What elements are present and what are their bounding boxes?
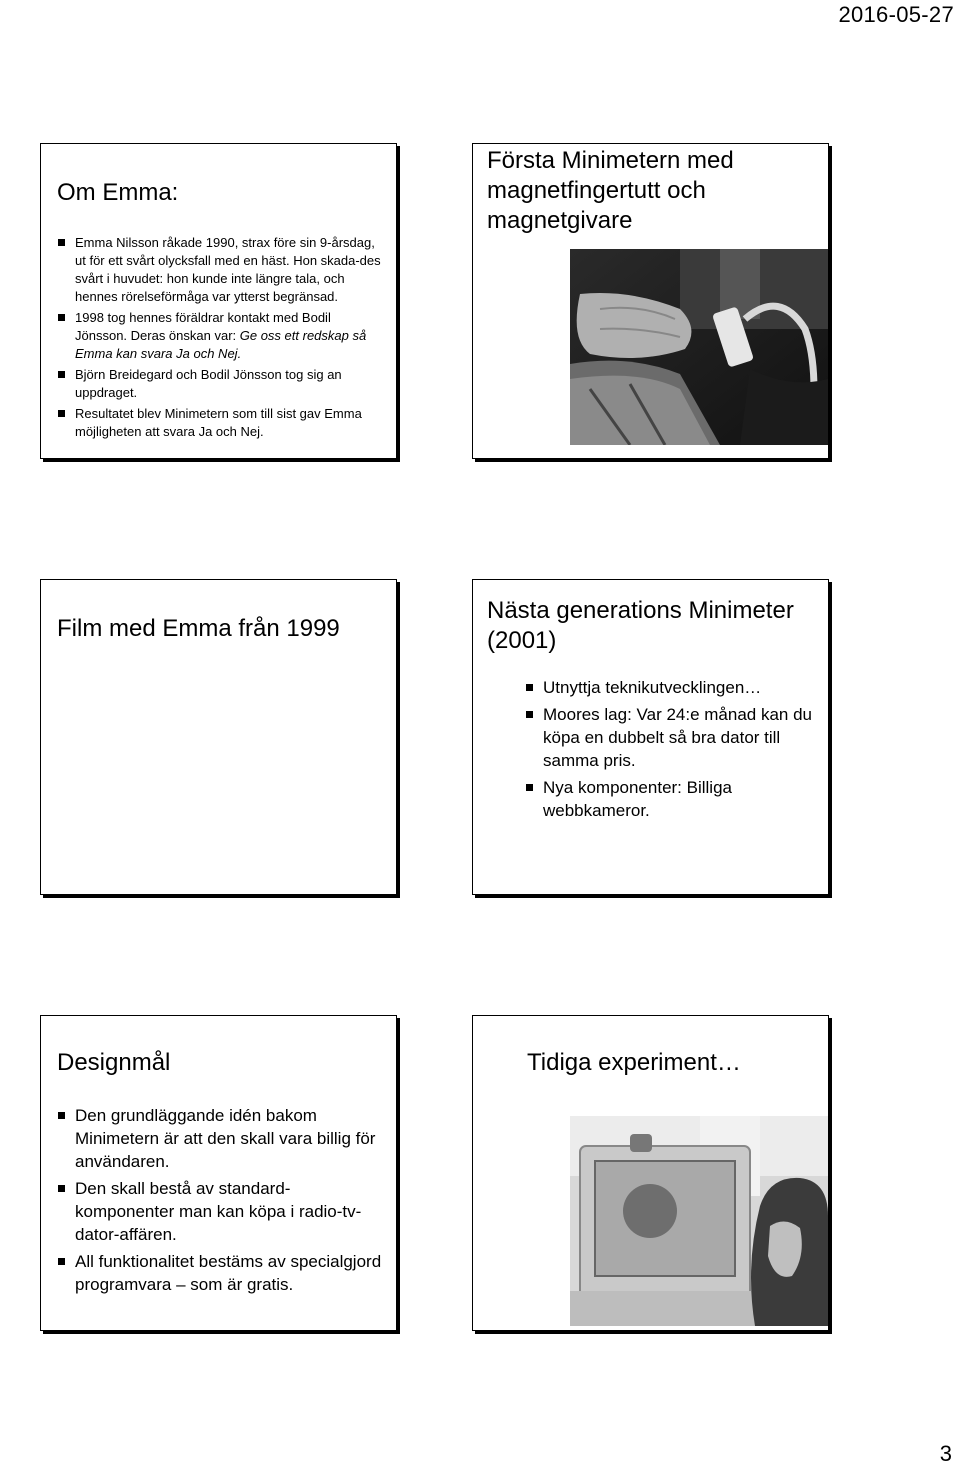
- slide-title: Tidiga experiment…: [527, 1049, 741, 1076]
- bullet-text: 1998 tog hennes föräldrar kontakt med Bodil Jönsson. Deras önskan var:: [75, 310, 331, 343]
- bullet-item: Resultatet blev Minimetern som till sist gav Emma möjligheten att svara Ja och Nej.: [57, 405, 382, 441]
- photo-person-at-crt-monitor: [570, 1116, 828, 1326]
- bullet-item: Den skall bestå av standard-komponenter man kan köpa i radio-tv-dator-affären.: [57, 1177, 382, 1246]
- slide-forsta-minimetern: [472, 143, 829, 459]
- bullet-item: [57, 309, 382, 363]
- bullet-item: All funktionalitet bestäms av specialgjord programvara – som är gratis.: [57, 1250, 382, 1296]
- page-number: 3: [939, 1441, 952, 1466]
- slide-title: Designmål: [57, 1049, 171, 1076]
- bullet-item: Moores lag: Var 24:e månad kan du köpa en dubbelt så bra dator till samma pris.: [525, 703, 814, 772]
- slide-nasta-generations: [472, 579, 829, 895]
- slide-film-med-emma: [40, 579, 397, 895]
- slide-title: Film med Emma från 1999: [57, 615, 340, 642]
- bullet-quote: Ge oss ett redskap så Emma kan svara Ja och Nej.: [75, 328, 367, 361]
- bullet-item: Nya komponenter: Billiga webbkameror.: [525, 776, 814, 822]
- bullet-item: Emma Nilsson råkade 1990, strax före sin 9-årsdag, ut för ett svårt olycksfall med en häst. Hon skada-des svårt i huvudet: hon kunde inte längre tala, och hennes rörelseförmåga var ytterst begränsad.: [57, 234, 382, 306]
- bullet-item: Den grundläggande idén bakom Minimetern är att den skall vara billig för användaren.: [57, 1104, 382, 1173]
- print-date: 2016-05-27: [838, 2, 954, 27]
- photo-hand-with-magnet-sensor: [570, 249, 828, 445]
- slide-om-emma: [40, 143, 397, 459]
- slide-title: Första Minimetern med magnetfingertutt och magnetgivare: [487, 147, 734, 234]
- slide-tidiga-experiment: [472, 1015, 829, 1331]
- slide-title: Nästa generations Minimeter (2001): [487, 597, 794, 654]
- slide-title: Om Emma:: [57, 179, 179, 206]
- bullet-list: [525, 676, 814, 826]
- bullet-list: [57, 234, 382, 444]
- slide-designmal: [40, 1015, 397, 1331]
- bullet-item: Utnyttja teknikutvecklingen…: [525, 676, 814, 699]
- bullet-item: Björn Breidegard och Bodil Jönsson tog sig an uppdraget.: [57, 366, 382, 402]
- bullet-list: [57, 1104, 382, 1300]
